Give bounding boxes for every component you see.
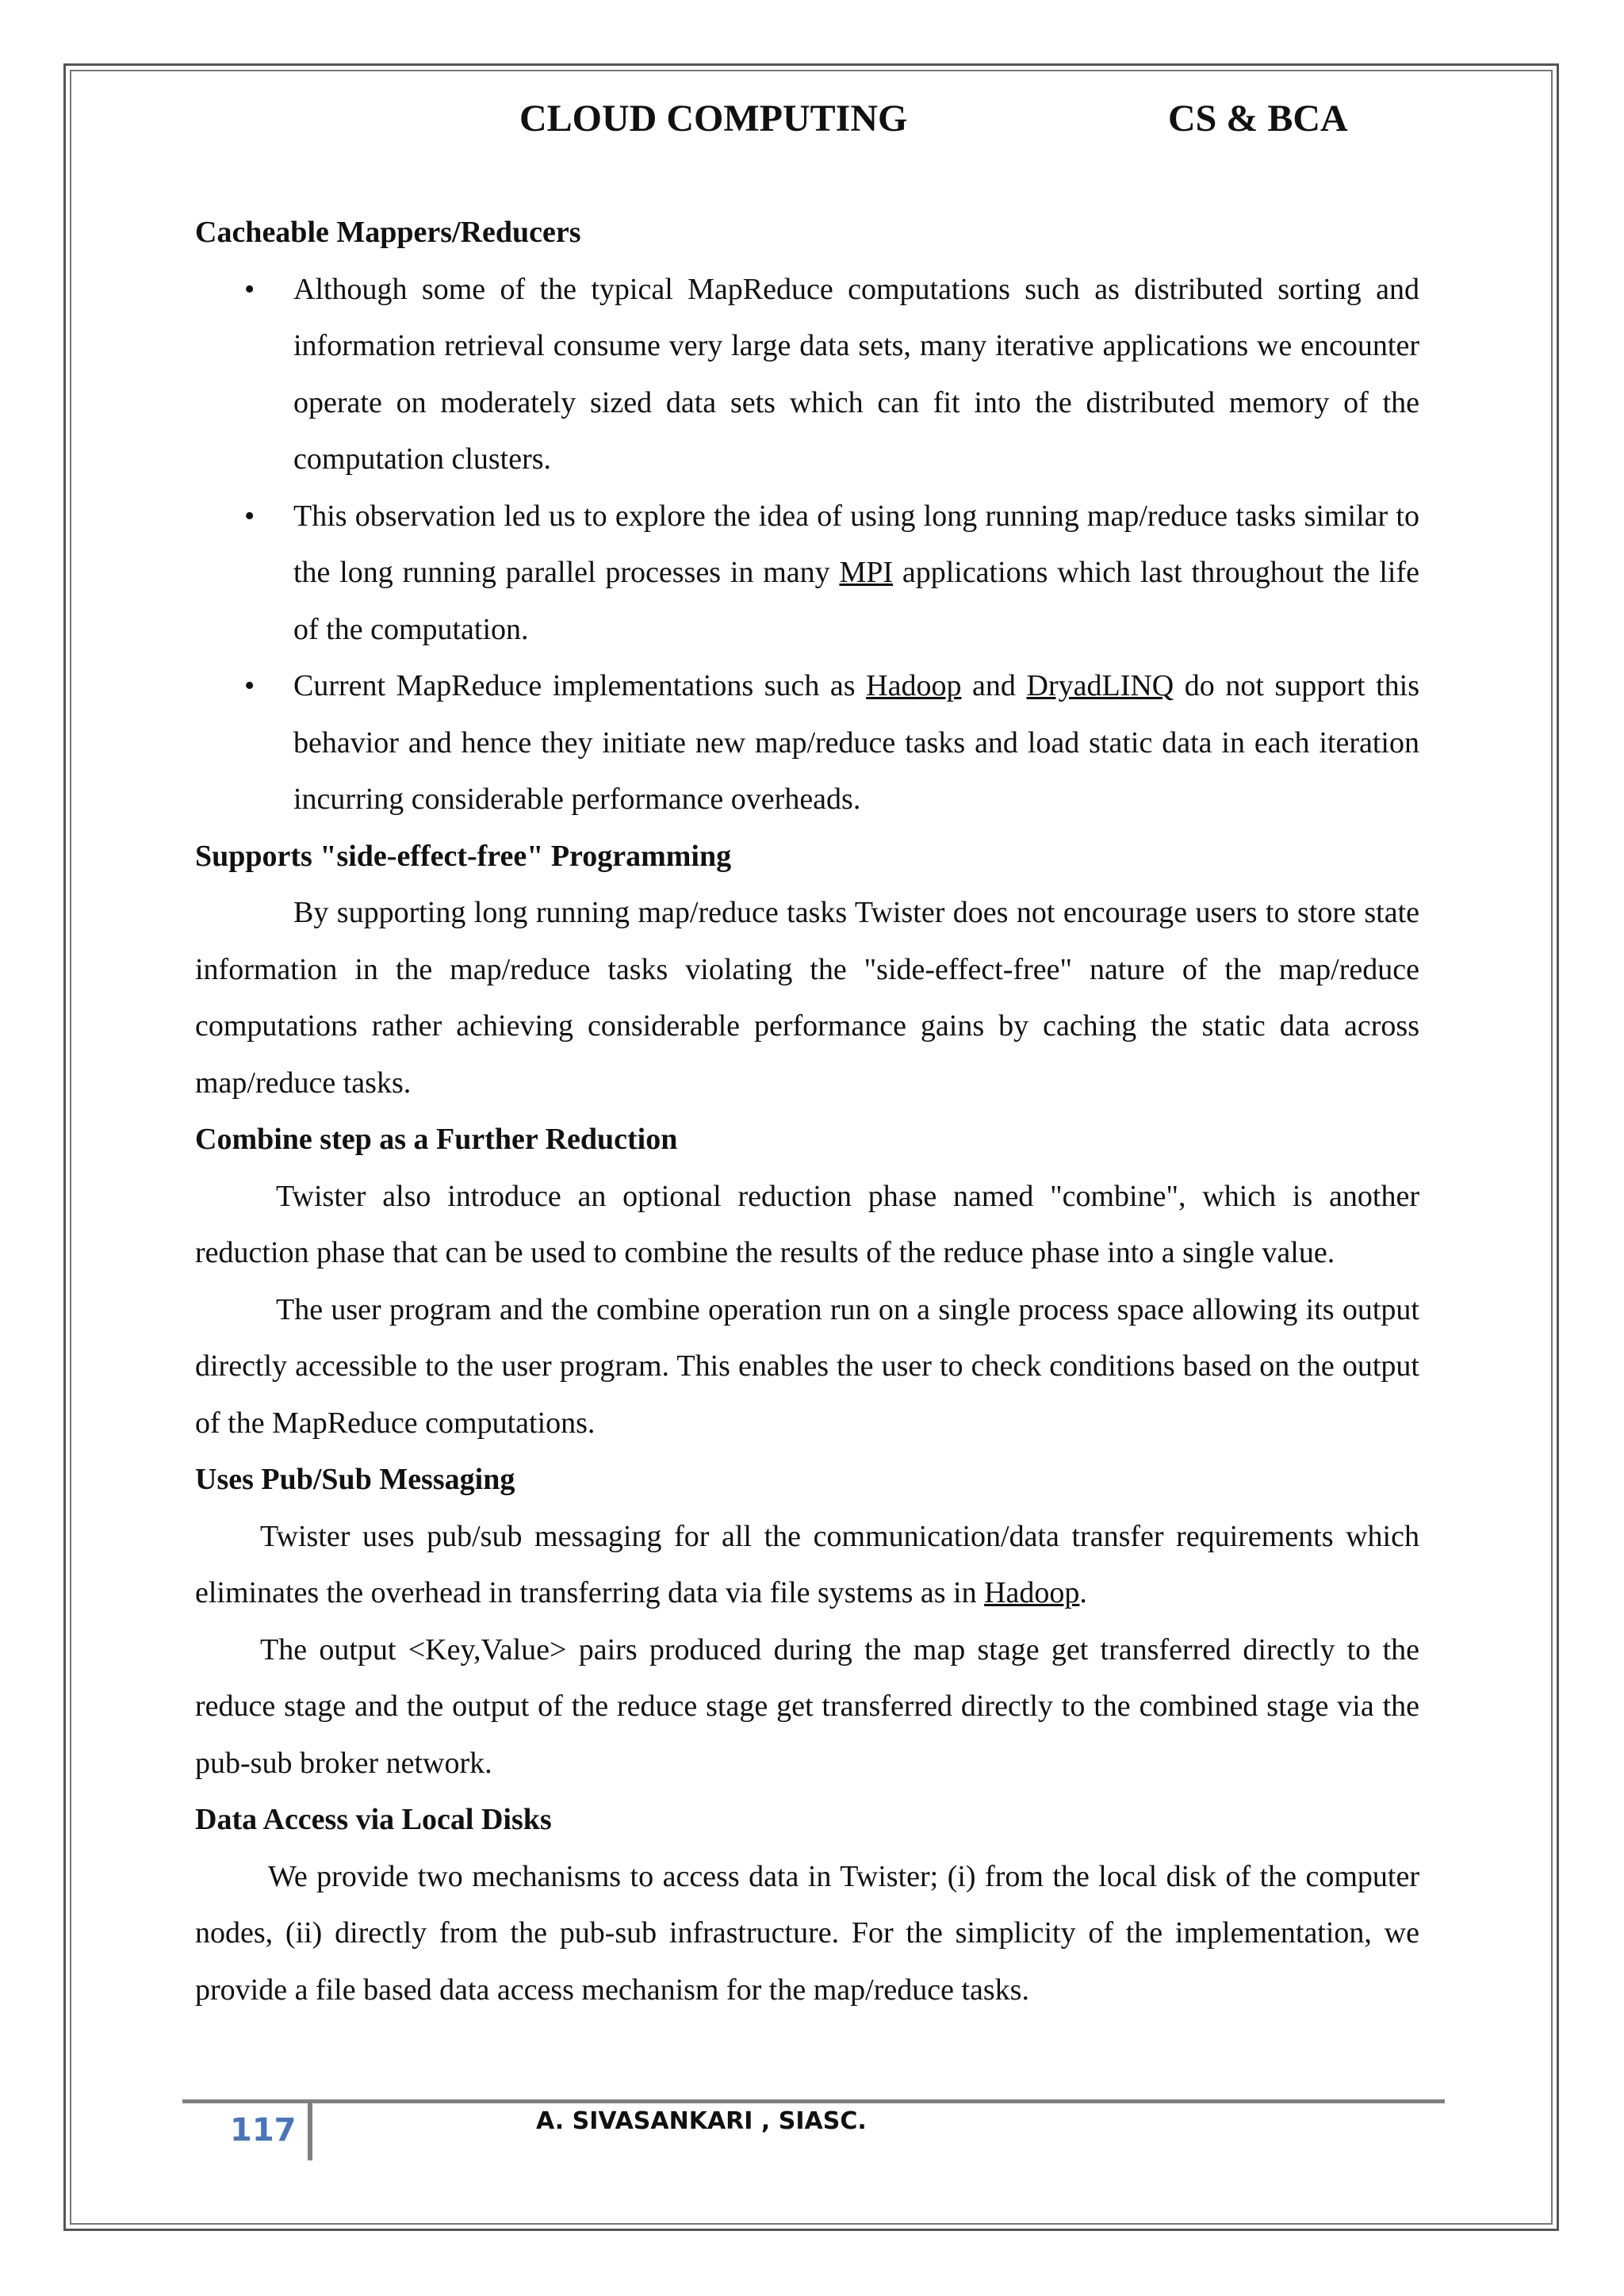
bullet-text: This observation led us to explore the idea of using long running map/reduce tasks similar to the long running parallel processes in many — [293, 499, 1419, 589]
section-heading-pub-sub: Uses Pub/Sub Messaging — [195, 1463, 515, 1496]
bullet-text: do not support this behavior and hence they initiate new map/reduce tasks and load static data in each iteration incurring considerable performance overheads. — [293, 669, 1420, 816]
page-number: 117 — [230, 2112, 297, 2149]
list-item — [195, 658, 1419, 828]
course-title: CLOUD COMPUTING — [519, 98, 908, 140]
bullet-text: Although some of the typical MapReduce computations such as distributed sorting and information retrieval consume very large data sets, many iterative applications we encounter operate on moderately sized data sets which can fit into the distributed memory of the computation clusters. — [293, 272, 1419, 476]
mpi-link[interactable]: MPI — [839, 556, 894, 589]
footer-author: A. SIVASANKARI , SIASC. — [536, 2107, 867, 2135]
page-header — [0, 97, 1624, 147]
bullet-icon: • — [244, 669, 255, 702]
footer-rule — [182, 2099, 1445, 2103]
bullet-text: applications which last throughout the life of the computation. — [293, 556, 1419, 646]
paragraph: The user program and the combine operation run on a single process space allowing its output directly accessible to the user program. This enables the user to check conditions based on the output of the MapReduce computations. — [195, 1292, 1419, 1440]
page-body — [195, 205, 1419, 2019]
dryadlinq-link[interactable]: DryadLINQ — [1026, 669, 1174, 702]
bullet-list — [195, 262, 1419, 828]
bullet-text: and — [961, 669, 1027, 702]
section-heading-data-access: Data Access via Local Disks — [195, 1803, 552, 1836]
footer-divider — [308, 2103, 312, 2160]
department-label: CS & BCA — [1168, 98, 1348, 140]
section-heading-combine-step: Combine step as a Further Reduction — [195, 1123, 678, 1156]
paragraph: By supporting long running map/reduce tasks Twister does not encourage users to store state information in the map/reduce tasks violating the "side-effect-free" nature of the map/reduce computations rather achieving considerable performance gains by caching the static data across map/reduce tasks. — [195, 896, 1419, 1100]
bullet-icon: • — [244, 272, 255, 306]
section-heading-side-effect-free: Supports "side-effect-free" Programming — [195, 839, 732, 873]
hadoop-link[interactable]: Hadoop — [866, 669, 962, 702]
bullet-text: Current MapReduce implementations such as — [293, 669, 867, 702]
section-heading-cacheable: Cacheable Mappers/Reducers — [195, 216, 581, 249]
paragraph-text: Twister uses pub/sub messaging for all the communication/data transfer requirements which eliminates the overhead in transferring data via file systems as in — [195, 1519, 1419, 1609]
list-item — [195, 262, 1419, 488]
hadoop-link[interactable]: Hadoop — [984, 1576, 1080, 1609]
paragraph: We provide two mechanisms to access data in Twister; (i) from the local disk of the computer nodes, (ii) directly from the pub-sub infrastructure. For the simplicity of the implementation, we provide a file based data access mechanism for the map/reduce tasks. — [195, 1859, 1419, 2007]
list-item — [195, 488, 1419, 659]
bullet-icon: • — [244, 499, 255, 533]
paragraph: Twister also introduce an optional reduction phase named "combine", which is another reduction phase that can be used to combine the results of the reduce phase into a single value. — [195, 1179, 1419, 1269]
paragraph: The output <Key,Value> pairs produced during the map stage get transferred directly to the reduce stage and the output of the reduce stage get transferred directly to the combined stage via the pub-sub broker network. — [195, 1632, 1419, 1780]
paragraph — [195, 1509, 1419, 1622]
paragraph-text: . — [1079, 1576, 1087, 1609]
